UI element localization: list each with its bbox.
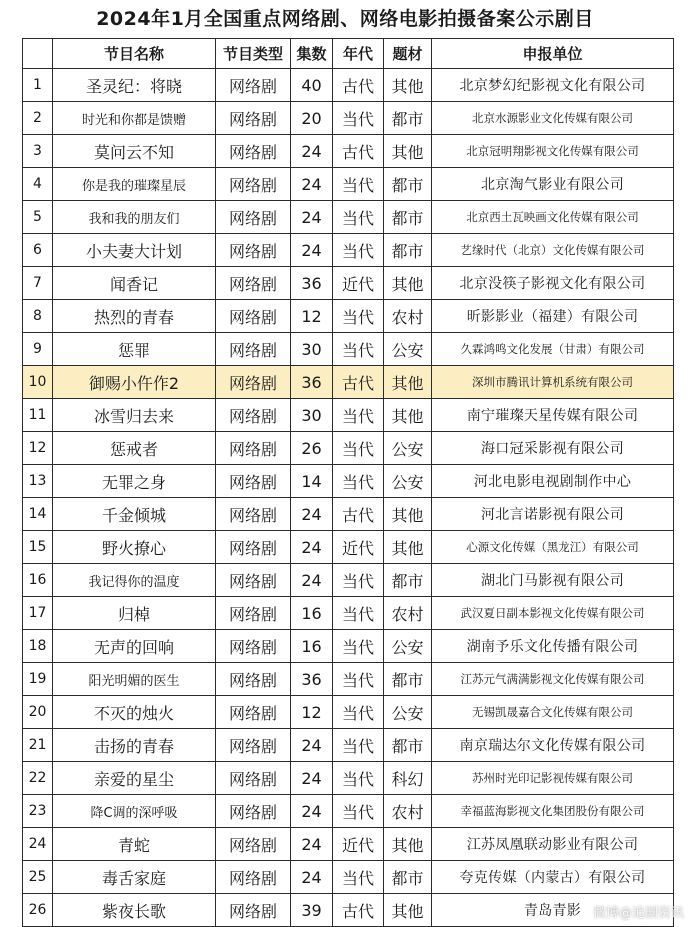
row-unit: 昕影影业（福建）有限公司	[432, 300, 674, 333]
row-theme: 其他	[384, 135, 432, 168]
row-theme: 公安	[384, 333, 432, 366]
row-theme: 公安	[384, 696, 432, 729]
table-row	[23, 300, 674, 333]
row-index: 17	[23, 597, 53, 630]
row-episodes: 40	[291, 69, 333, 102]
row-unit: 久霖鸿鸣文化发展（甘肃）有限公司	[432, 333, 674, 366]
row-unit: 北京梦幻纪影视文化有限公司	[432, 69, 674, 102]
row-name: 不灭的烛火	[53, 696, 216, 729]
row-episodes: 16	[291, 597, 333, 630]
row-episodes: 24	[291, 861, 333, 894]
row-theme: 都市	[384, 168, 432, 201]
row-type: 网络剧	[216, 894, 291, 927]
row-name: 归棹	[53, 597, 216, 630]
table-row	[23, 135, 674, 168]
row-episodes: 14	[291, 465, 333, 498]
header-theme: 题材	[384, 39, 432, 69]
table-row	[23, 399, 674, 432]
row-theme: 农村	[384, 300, 432, 333]
row-type: 网络剧	[216, 861, 291, 894]
row-episodes: 20	[291, 102, 333, 135]
row-name: 青蛇	[53, 828, 216, 861]
row-unit: 青岛青影	[432, 894, 674, 927]
row-episodes: 36	[291, 267, 333, 300]
table-row	[23, 663, 674, 696]
row-theme: 公安	[384, 465, 432, 498]
row-unit: 北京没筷子影视文化有限公司	[432, 267, 674, 300]
row-unit: 江苏凤凰联动影业有限公司	[432, 828, 674, 861]
row-type: 网络剧	[216, 663, 291, 696]
row-theme: 其他	[384, 498, 432, 531]
row-index: 16	[23, 564, 53, 597]
row-era: 当代	[333, 399, 384, 432]
row-unit: 北京西土瓦映画文化传媒有限公司	[432, 201, 674, 234]
row-type: 网络剧	[216, 498, 291, 531]
row-era: 古代	[333, 894, 384, 927]
header-name: 节目名称	[53, 39, 216, 69]
row-name: 亲爱的星尘	[53, 762, 216, 795]
row-name: 时光和你都是馈赠	[53, 102, 216, 135]
row-name: 莫问云不知	[53, 135, 216, 168]
row-episodes: 24	[291, 234, 333, 267]
table-row	[23, 894, 674, 927]
table-row	[23, 498, 674, 531]
row-era: 当代	[333, 102, 384, 135]
row-unit: 江苏元气满满影视文化传媒有限公司	[432, 663, 674, 696]
row-episodes: 30	[291, 333, 333, 366]
row-index: 5	[23, 201, 53, 234]
row-theme: 其他	[384, 366, 432, 399]
row-index: 13	[23, 465, 53, 498]
row-theme: 都市	[384, 564, 432, 597]
row-episodes: 24	[291, 168, 333, 201]
row-index: 10	[23, 366, 53, 399]
row-name: 闻香记	[53, 267, 216, 300]
row-type: 网络剧	[216, 267, 291, 300]
row-episodes: 24	[291, 531, 333, 564]
row-index: 3	[23, 135, 53, 168]
table-row	[23, 69, 674, 102]
table-row	[23, 201, 674, 234]
header-type: 节目类型	[216, 39, 291, 69]
row-theme: 其他	[384, 894, 432, 927]
row-type: 网络剧	[216, 69, 291, 102]
table-row	[23, 597, 674, 630]
row-name: 圣灵纪：将晓	[53, 69, 216, 102]
header-episodes: 集数	[291, 39, 333, 69]
row-episodes: 12	[291, 300, 333, 333]
row-era: 当代	[333, 333, 384, 366]
header-unit: 申报单位	[432, 39, 674, 69]
row-index: 8	[23, 300, 53, 333]
row-index: 7	[23, 267, 53, 300]
row-theme: 都市	[384, 861, 432, 894]
row-name: 千金倾城	[53, 498, 216, 531]
row-type: 网络剧	[216, 465, 291, 498]
table-row	[23, 432, 674, 465]
row-era: 近代	[333, 267, 384, 300]
row-index: 11	[23, 399, 53, 432]
row-name: 紫夜长歌	[53, 894, 216, 927]
row-unit: 河北言诺影视有限公司	[432, 498, 674, 531]
row-era: 当代	[333, 663, 384, 696]
row-unit: 北京淘气影业有限公司	[432, 168, 674, 201]
table-row	[23, 564, 674, 597]
row-unit: 北京水源影业文化传媒有限公司	[432, 102, 674, 135]
row-index: 14	[23, 498, 53, 531]
row-index: 2	[23, 102, 53, 135]
row-era: 当代	[333, 300, 384, 333]
row-theme: 其他	[384, 531, 432, 564]
row-name: 热烈的青春	[53, 300, 216, 333]
table-row	[23, 366, 674, 399]
row-theme: 都市	[384, 663, 432, 696]
row-name: 无声的回响	[53, 630, 216, 663]
row-unit: 湖北门马影视有限公司	[432, 564, 674, 597]
row-episodes: 36	[291, 366, 333, 399]
row-name: 你是我的璀璨星辰	[53, 168, 216, 201]
row-unit: 湖南予乐文化传播有限公司	[432, 630, 674, 663]
row-theme: 都市	[384, 102, 432, 135]
table-row	[23, 729, 674, 762]
row-type: 网络剧	[216, 201, 291, 234]
row-unit: 海口冠采影视有限公司	[432, 432, 674, 465]
row-theme: 农村	[384, 597, 432, 630]
row-era: 古代	[333, 135, 384, 168]
row-index: 15	[23, 531, 53, 564]
row-name: 冰雪归去来	[53, 399, 216, 432]
table-row	[23, 762, 674, 795]
row-theme: 都市	[384, 201, 432, 234]
table-row	[23, 267, 674, 300]
row-type: 网络剧	[216, 432, 291, 465]
row-unit: 夸克传媒（内蒙古）有限公司	[432, 861, 674, 894]
row-era: 当代	[333, 465, 384, 498]
row-unit: 深圳市腾讯计算机系统有限公司	[432, 366, 674, 399]
row-type: 网络剧	[216, 828, 291, 861]
row-theme: 其他	[384, 267, 432, 300]
table-row	[23, 531, 674, 564]
row-era: 当代	[333, 762, 384, 795]
page-title: 2024年1月全国重点网络剧、网络电影拍摄备案公示剧目	[96, 8, 594, 30]
row-type: 网络剧	[216, 366, 291, 399]
row-episodes: 26	[291, 432, 333, 465]
row-era: 当代	[333, 597, 384, 630]
table-row	[23, 465, 674, 498]
table-row	[23, 102, 674, 135]
row-index: 23	[23, 795, 53, 828]
row-type: 网络剧	[216, 333, 291, 366]
row-name: 小夫妻大计划	[53, 234, 216, 267]
table-body	[23, 69, 674, 927]
row-unit: 艺缘时代（北京）文化传媒有限公司	[432, 234, 674, 267]
row-type: 网络剧	[216, 168, 291, 201]
row-episodes: 24	[291, 498, 333, 531]
row-name: 御赐小仵作2	[53, 366, 216, 399]
row-era: 当代	[333, 630, 384, 663]
row-index: 21	[23, 729, 53, 762]
row-episodes: 24	[291, 201, 333, 234]
row-name: 我记得你的温度	[53, 564, 216, 597]
row-episodes: 24	[291, 762, 333, 795]
row-name: 我和我的朋友们	[53, 201, 216, 234]
table-row	[23, 828, 674, 861]
table-row	[23, 630, 674, 663]
row-unit: 南京瑞达尔文化传媒有限公司	[432, 729, 674, 762]
table-row	[23, 234, 674, 267]
row-index: 19	[23, 663, 53, 696]
row-index: 20	[23, 696, 53, 729]
row-episodes: 24	[291, 795, 333, 828]
row-type: 网络剧	[216, 696, 291, 729]
row-name: 降C调的深呼吸	[53, 795, 216, 828]
row-type: 网络剧	[216, 135, 291, 168]
row-index: 25	[23, 861, 53, 894]
row-name: 击扬的青春	[53, 729, 216, 762]
row-name: 野火撩心	[53, 531, 216, 564]
row-index: 9	[23, 333, 53, 366]
header-index	[23, 39, 53, 69]
row-type: 网络剧	[216, 102, 291, 135]
row-index: 24	[23, 828, 53, 861]
row-unit: 苏州时光印记影视传媒有限公司	[432, 762, 674, 795]
row-index: 1	[23, 69, 53, 102]
table-row	[23, 333, 674, 366]
row-era: 当代	[333, 201, 384, 234]
header-era: 年代	[333, 39, 384, 69]
row-index: 12	[23, 432, 53, 465]
table-row	[23, 696, 674, 729]
drama-table	[22, 38, 674, 927]
row-era: 古代	[333, 498, 384, 531]
row-name: 惩罪	[53, 333, 216, 366]
row-type: 网络剧	[216, 399, 291, 432]
row-theme: 其他	[384, 828, 432, 861]
row-era: 近代	[333, 828, 384, 861]
row-name: 毒舌家庭	[53, 861, 216, 894]
row-episodes: 24	[291, 135, 333, 168]
row-episodes: 24	[291, 564, 333, 597]
table-row	[23, 861, 674, 894]
row-index: 22	[23, 762, 53, 795]
row-theme: 都市	[384, 234, 432, 267]
row-type: 网络剧	[216, 729, 291, 762]
row-era: 当代	[333, 234, 384, 267]
row-type: 网络剧	[216, 597, 291, 630]
row-episodes: 12	[291, 696, 333, 729]
row-type: 网络剧	[216, 630, 291, 663]
row-unit: 心源文化传媒（黑龙江）有限公司	[432, 531, 674, 564]
row-index: 6	[23, 234, 53, 267]
row-type: 网络剧	[216, 300, 291, 333]
table-row	[23, 795, 674, 828]
row-episodes: 39	[291, 894, 333, 927]
row-index: 4	[23, 168, 53, 201]
row-type: 网络剧	[216, 531, 291, 564]
row-theme: 都市	[384, 729, 432, 762]
row-name: 无罪之身	[53, 465, 216, 498]
row-era: 当代	[333, 564, 384, 597]
row-unit: 武汉夏日副本影视文化传媒有限公司	[432, 597, 674, 630]
row-era: 当代	[333, 696, 384, 729]
row-unit: 河北电影电视剧制作中心	[432, 465, 674, 498]
row-episodes: 16	[291, 630, 333, 663]
row-type: 网络剧	[216, 762, 291, 795]
row-era: 当代	[333, 168, 384, 201]
table-header-row	[23, 39, 674, 69]
row-episodes: 24	[291, 828, 333, 861]
row-era: 当代	[333, 729, 384, 762]
row-theme: 其他	[384, 399, 432, 432]
row-episodes: 36	[291, 663, 333, 696]
row-index: 26	[23, 894, 53, 927]
row-era: 当代	[333, 432, 384, 465]
row-unit: 北京冠明翔影视文化传媒有限公司	[432, 135, 674, 168]
row-unit: 幸福蓝海影视文化集团股份有限公司	[432, 795, 674, 828]
row-type: 网络剧	[216, 795, 291, 828]
watermark: 微博@追剧资讯	[592, 906, 684, 921]
table-row	[23, 168, 674, 201]
row-era: 当代	[333, 795, 384, 828]
row-theme: 其他	[384, 69, 432, 102]
row-era: 古代	[333, 366, 384, 399]
row-era: 古代	[333, 69, 384, 102]
row-era: 当代	[333, 861, 384, 894]
row-name: 惩戒者	[53, 432, 216, 465]
row-type: 网络剧	[216, 564, 291, 597]
row-type: 网络剧	[216, 234, 291, 267]
row-episodes: 30	[291, 399, 333, 432]
row-index: 18	[23, 630, 53, 663]
row-theme: 农村	[384, 795, 432, 828]
row-unit: 南宁璀璨天星传媒有限公司	[432, 399, 674, 432]
row-theme: 公安	[384, 630, 432, 663]
row-episodes: 24	[291, 729, 333, 762]
row-theme: 公安	[384, 432, 432, 465]
row-era: 近代	[333, 531, 384, 564]
row-name: 阳光明媚的医生	[53, 663, 216, 696]
row-unit: 无锡凯晟嘉合文化传媒有限公司	[432, 696, 674, 729]
row-theme: 科幻	[384, 762, 432, 795]
